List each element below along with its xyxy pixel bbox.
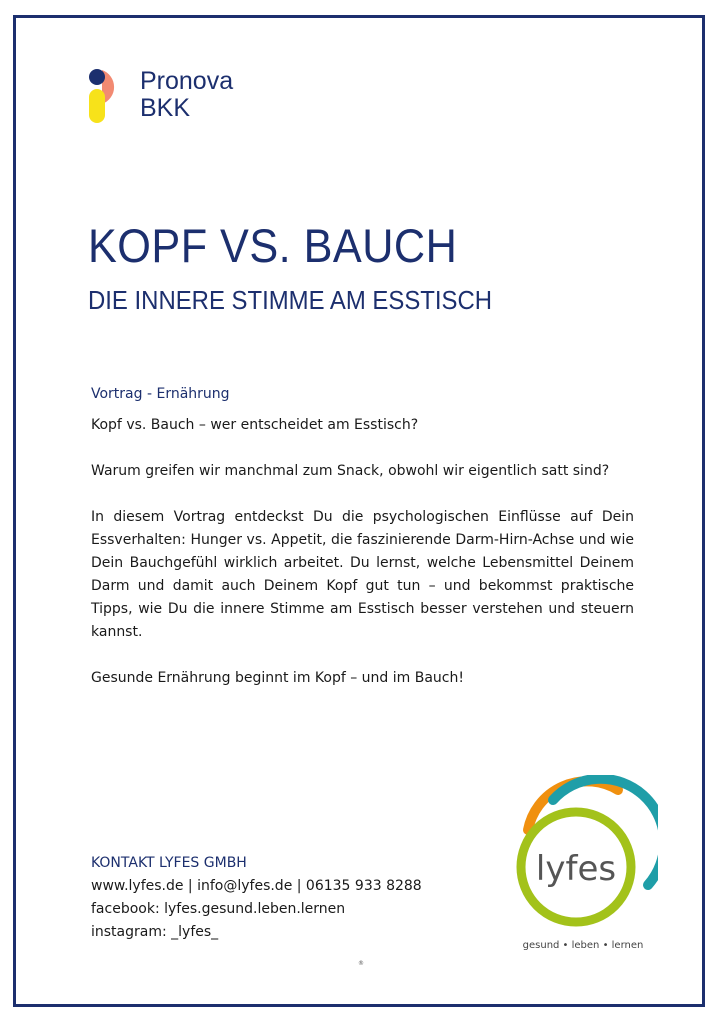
pronova-bkk-wordmark <box>140 68 233 122</box>
contact-heading: KONTAKT LYFES GMBH <box>91 855 247 871</box>
logo-line2: BKK <box>140 94 191 122</box>
page-title: KOPF VS. BAUCH <box>88 219 458 272</box>
contact-block <box>91 852 422 944</box>
pronova-bkk-logo-icon <box>88 68 132 126</box>
lyfes-logo-tagline: gesund • leben • lernen <box>522 940 644 951</box>
paragraph-closing: Gesunde Ernährung beginnt im Kopf – und im Bauch! <box>91 670 464 686</box>
paragraph-main: In diesem Vortrag entdeckst Du die psychologischen Einflüsse auf Dein Essverhalten: Hunger vs. Appetit, die faszinierende Darm-Hirn-Achse und wie Dein Bauchgefühl wirklich arbeitet. Du lernst, welche Lebensmittel Deinem Darm und damit auch Deinem Kopf gut tun – und bekommst praktische Tipps, wie Du die innere Stimme am Esstisch besser verstehen und steuern kannst. <box>91 509 634 640</box>
paragraph-question: Warum greifen wir manchmal zum Snack, obwohl wir eigentlich satt sind? <box>91 463 610 479</box>
page-subtitle: DIE INNERE STIMME AM ESSTISCH <box>88 285 493 315</box>
lyfes-logo-wordmark: lyfes <box>535 849 617 889</box>
registered-mark: ® <box>358 960 364 967</box>
contact-instagram: instagram: _lyfes_ <box>91 924 219 940</box>
logo-line1: Pronova <box>140 67 234 95</box>
paragraph-intro: Kopf vs. Bauch – wer entscheidet am Esstisch? <box>91 417 419 433</box>
category-label: Vortrag - Ernährung <box>91 386 230 402</box>
lyfes-logo <box>508 775 658 955</box>
lyfes-logo-icon <box>508 775 658 955</box>
pronova-bkk-logo <box>88 68 278 126</box>
contact-facebook: facebook: lyfes.gesund.leben.lernen <box>91 901 346 917</box>
contact-web-line: www.lyfes.de | info@lyfes.de | 06135 933 8288 <box>91 878 422 894</box>
description-body <box>91 414 634 713</box>
